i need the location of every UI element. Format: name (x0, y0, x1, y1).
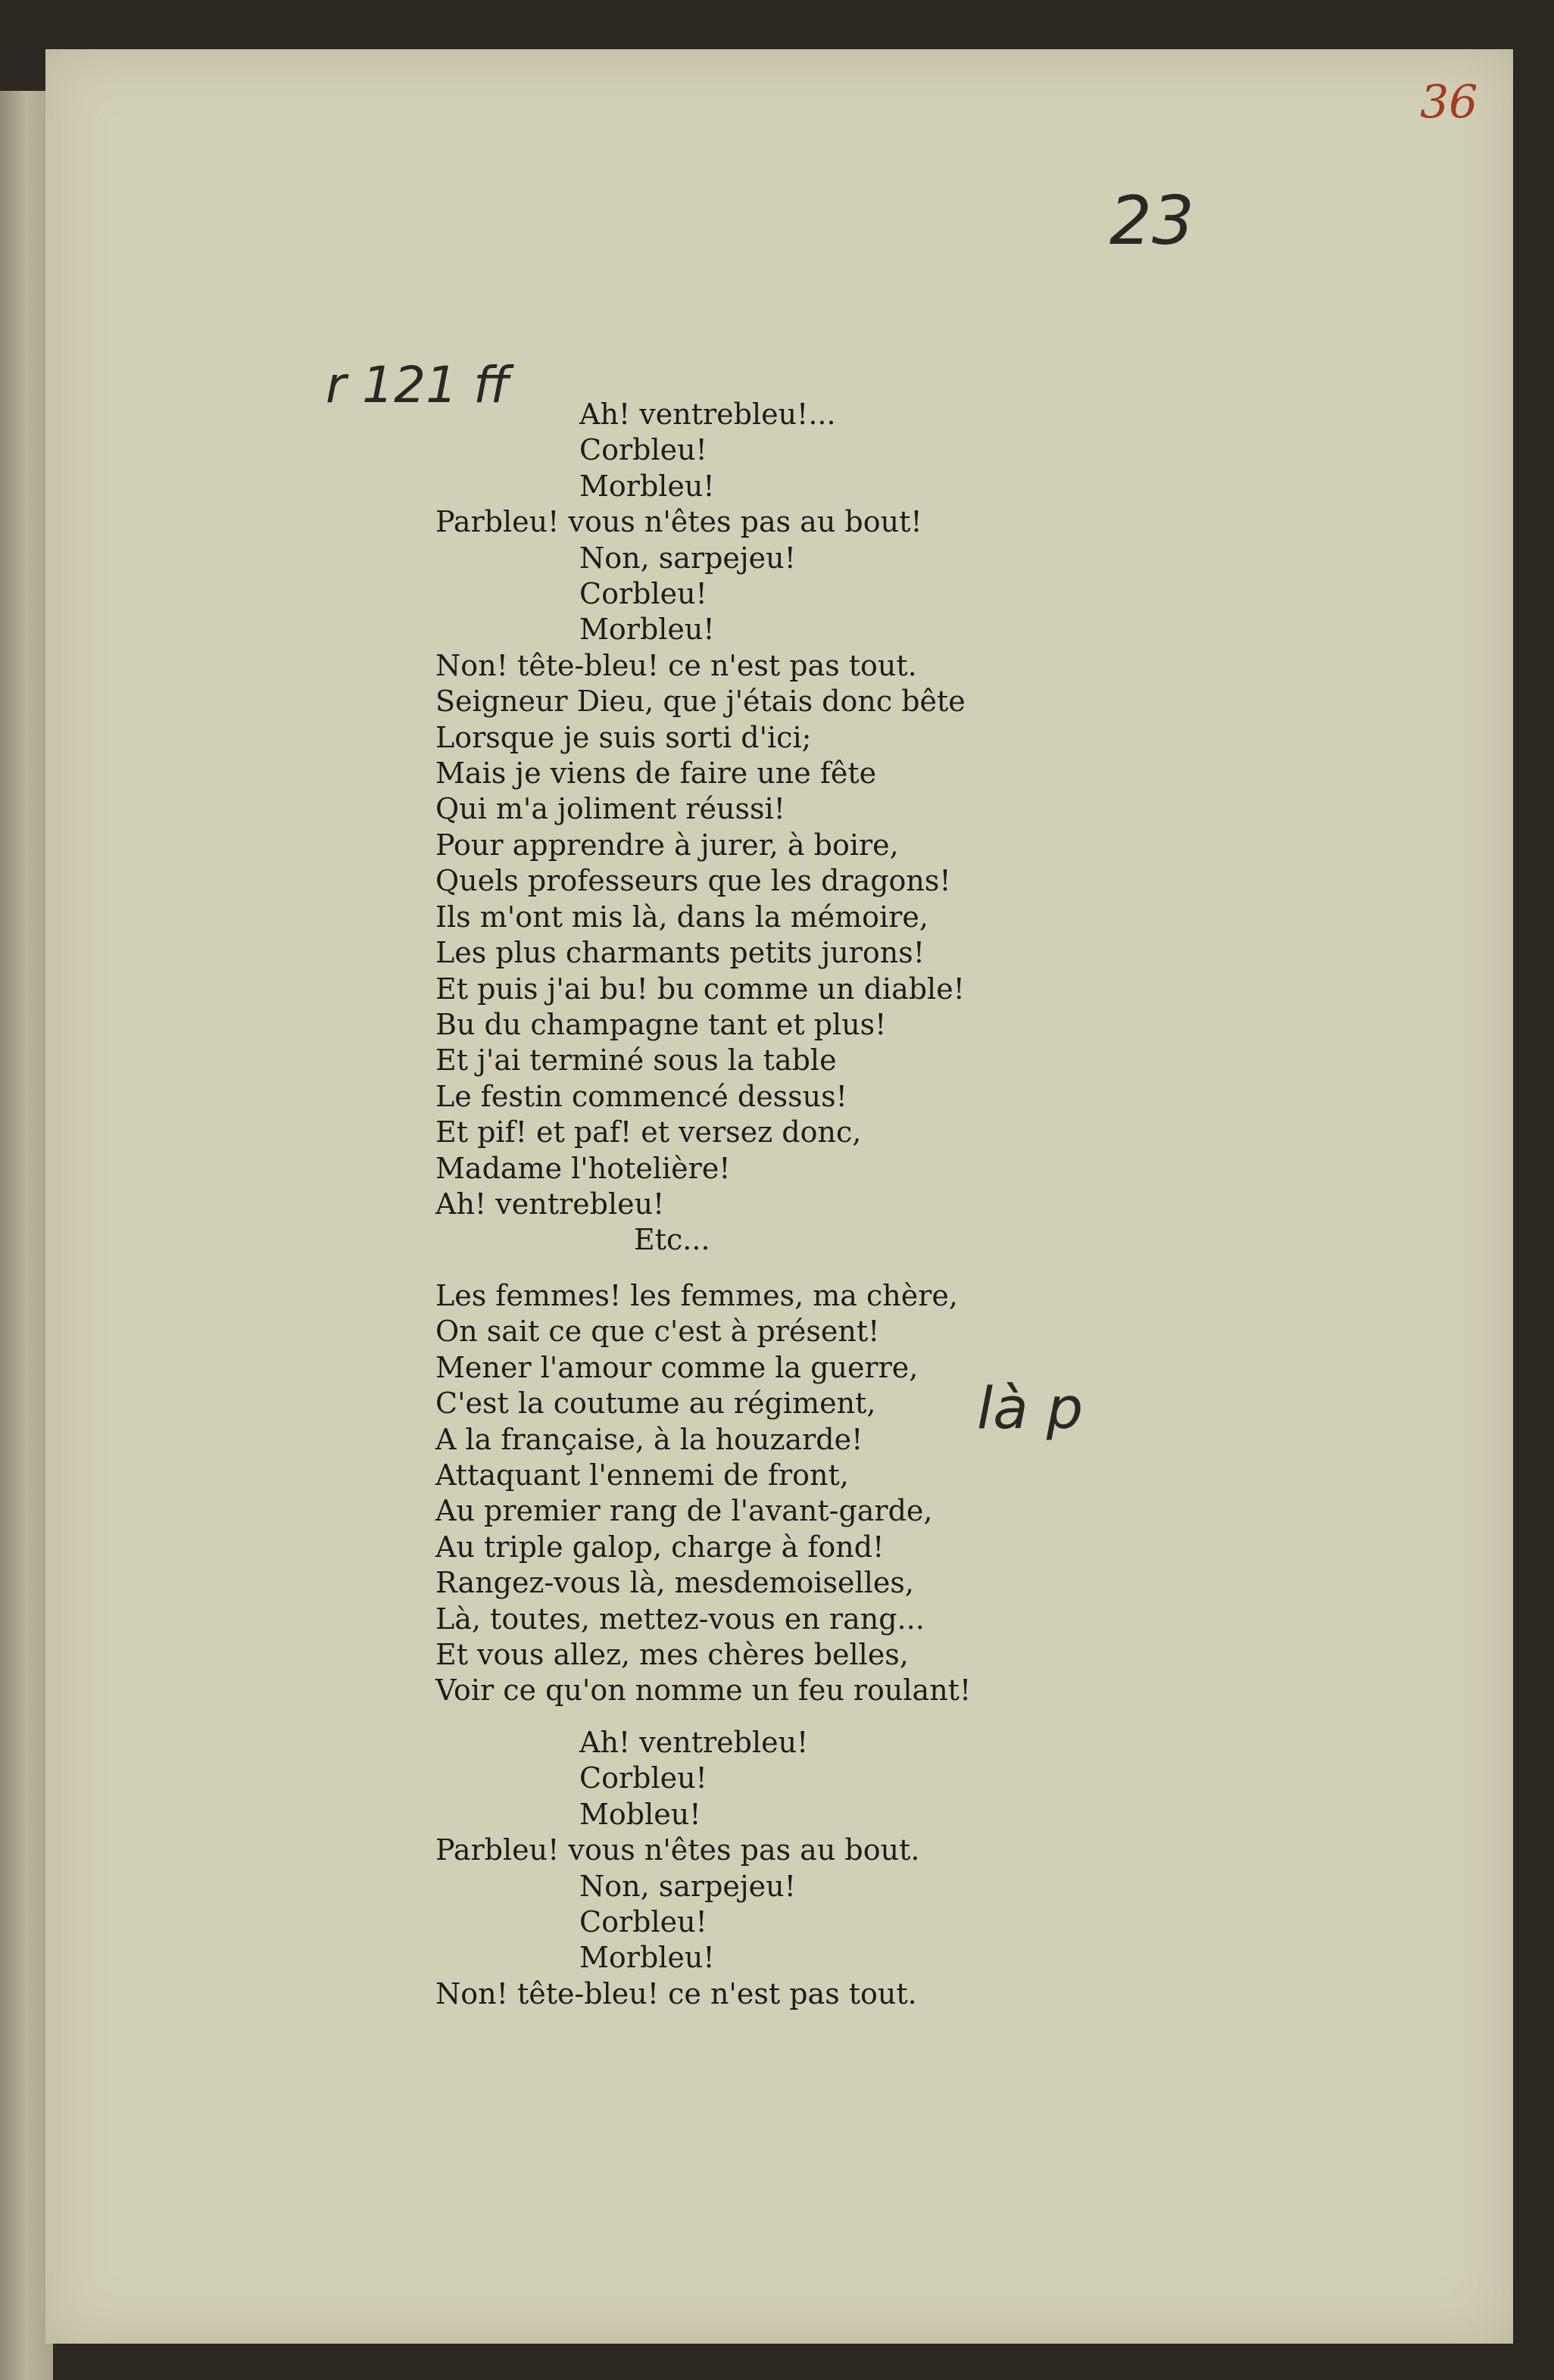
stanza-1 (435, 397, 966, 1259)
verse-line: On sait ce que c'est à présent! (435, 1315, 880, 1349)
verse-line: Morbleu! (579, 469, 715, 503)
verse-line: Mener l'amour comme la guerre, (435, 1350, 919, 1384)
verse-line: Quels professeurs que les dragons! (435, 864, 951, 898)
verse-line: Ah! ventrebleu!... (579, 398, 836, 431)
folio-number: 36 (1420, 76, 1478, 129)
verse-line: Parbleu! vous n'êtes pas au bout! (435, 505, 922, 539)
pencil-margin-reference: r 121 ff (326, 356, 510, 414)
verse-line: Là, toutes, mettez-vous en rang... (435, 1602, 925, 1636)
verse-line: Non! tête-bleu! ce n'est pas tout. (435, 1976, 917, 2010)
verse-line: Pour apprendre à jurer, à boire, (435, 828, 899, 862)
verse-line: Ils m'ont mis là, dans la mémoire, (435, 900, 928, 934)
verse-line: Mais je viens de faire une fête (435, 756, 877, 791)
verse-line: Ah! ventrebleu! (435, 1187, 665, 1221)
verse-line: Les femmes! les femmes, ma chère, (435, 1279, 958, 1312)
verse-line: Et pif! et paf! et versez donc, (435, 1115, 862, 1149)
verse-line: Bu du champagne tant et plus! (435, 1007, 887, 1041)
verse-line: Au triple galop, charge à fond! (435, 1530, 885, 1564)
verse-line: C'est la coutume au régiment, (435, 1387, 876, 1421)
verse-line: Corbleu! (579, 433, 707, 467)
verse-line: Le festin commencé dessus! (435, 1079, 847, 1113)
verse-line: Rangez-vous là, mesdemoiselles, (435, 1566, 914, 1600)
verse-line: Les plus charmants petits jurons! (435, 936, 925, 970)
verse-line: Lorsque je suis sorti d'ici; (435, 720, 812, 754)
verse-line: A la française, à la houzarde! (435, 1422, 863, 1456)
verse-line: Et puis j'ai bu! bu comme un diable! (435, 972, 965, 1006)
verse-line: Morbleu! (579, 1941, 715, 1975)
verse-line: Ah! ventrebleu! (579, 1726, 809, 1759)
verse-line: Voir ce qu'on nomme un feu roulant! (435, 1673, 972, 1708)
verse-line: Et j'ai terminé sous la table (435, 1043, 837, 1078)
verse-line: Non, sarpejeu! (579, 1869, 796, 1903)
verse-line: Morbleu! (579, 613, 715, 647)
verse-line: Corbleu! (579, 1905, 707, 1939)
verse-line: Qui m'a joliment réussi! (435, 792, 785, 826)
verse-line: Non, sarpejeu! (579, 541, 796, 575)
verse-line: Seigneur Dieu, que j'étais donc bête (435, 685, 966, 719)
verse-line: Non! tête-bleu! ce n'est pas tout. (435, 648, 917, 682)
pencil-correction: là p (977, 1374, 1084, 1442)
verse-line: Et vous allez, mes chères belles, (435, 1638, 909, 1672)
verse-line: Etc... (634, 1223, 710, 1257)
verse-line: Parbleu! vous n'êtes pas au bout. (435, 1833, 920, 1867)
verse-line: Au premier rang de l'avant-garde, (435, 1494, 933, 1528)
verse-line: Madame l'hotelière! (435, 1151, 731, 1185)
verse-line: Attaquant l'ennemi de front, (435, 1458, 849, 1493)
stanza-3 (435, 1725, 919, 2012)
pencil-page-number: 23 (1109, 182, 1194, 260)
stanza-2 (435, 1278, 971, 1709)
verse-line: Mobleu! (579, 1797, 701, 1831)
verse-line: Corbleu! (579, 577, 707, 611)
verse-line: Corbleu! (579, 1761, 707, 1795)
